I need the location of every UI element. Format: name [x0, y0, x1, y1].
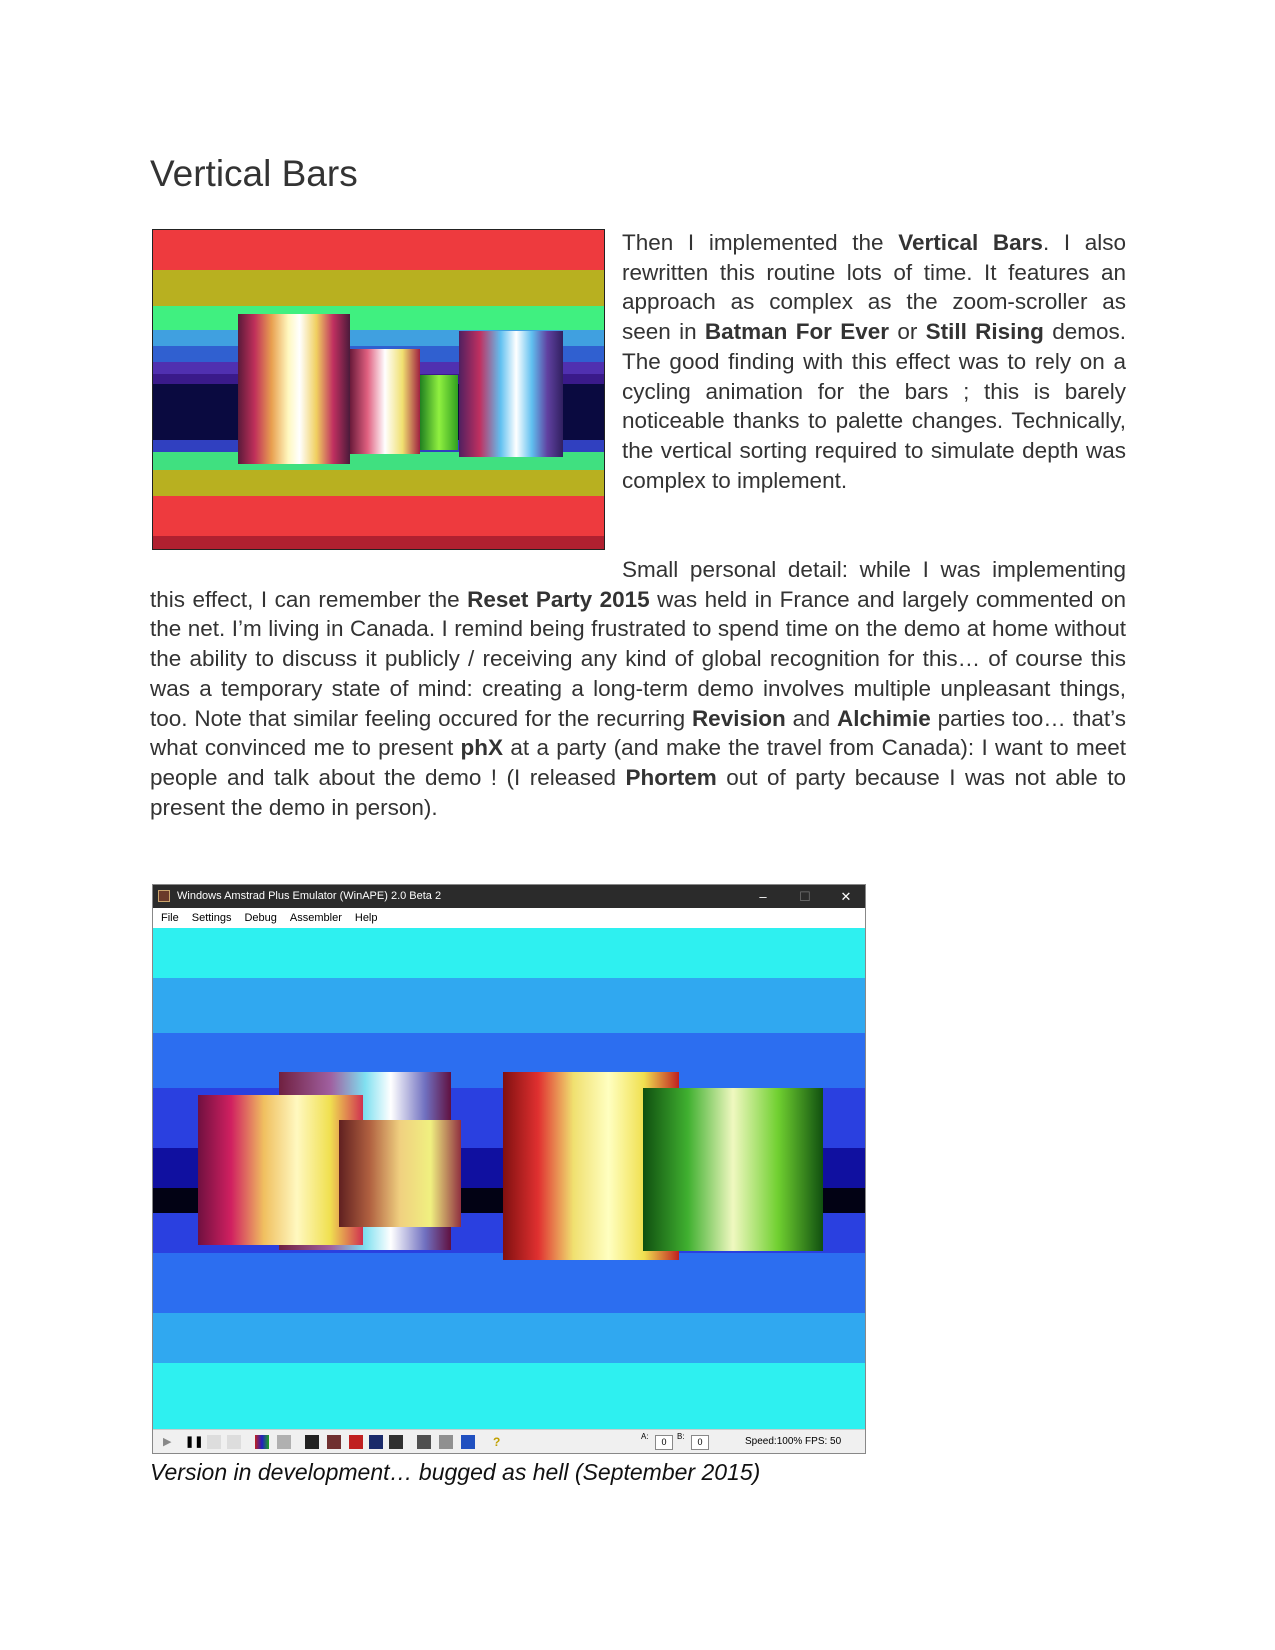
emulator-screenshot [152, 884, 866, 1454]
text-run: parties too… that’s what convinced me to present [150, 705, 1126, 761]
monitor-icon [461, 1435, 475, 1449]
tools-icon [417, 1435, 431, 1449]
text-run: and [785, 705, 837, 731]
window-title: Windows Amstrad Plus Emulator (WinAPE) 2.0 Beta 2 [177, 890, 442, 902]
text-run: . I also rewritten this routine lots of time. It features an approach as complex as the zoom-scroller as seen in [622, 230, 1126, 345]
snapshot-icon [349, 1435, 363, 1449]
emulator-toolbar [153, 1429, 865, 1454]
text-run: at a party (and make the travel from Canada): I want to meet people and talk about the demo ! (I released [150, 735, 1126, 790]
floppy-icon [305, 1435, 319, 1449]
drive-a-value: 0 [655, 1435, 673, 1450]
bold-alchimie: Alchimie [836, 705, 931, 731]
menu-settings: Settings [191, 912, 232, 924]
bold-phortem: Phortem [625, 764, 717, 790]
paragraph-vertical-bars [622, 228, 1126, 495]
step-icon [207, 1435, 221, 1449]
menu-file: File [161, 912, 179, 924]
text-run: Then I implemented the [622, 230, 899, 255]
drive-b-label: B: [677, 1432, 685, 1441]
text-run: out of party because I was not able to present the demo in person). [150, 764, 1126, 820]
emulator-titlebar [153, 885, 865, 908]
help-icon: ? [493, 1435, 501, 1449]
drive-b-value: 0 [691, 1435, 709, 1450]
pause-icon: ❚❚ [185, 1436, 204, 1448]
app-icon [158, 890, 170, 902]
menu-debug: Debug [244, 912, 277, 924]
step-over-icon [227, 1435, 241, 1449]
bold-vertical-bars: Vertical Bars [898, 230, 1043, 255]
play-icon: ▶ [163, 1436, 172, 1448]
text-run: or [889, 319, 926, 345]
paragraph-personal-detail [150, 555, 1126, 822]
text-run: Small personal detail: while I was implementing this effect, I can remember the [150, 557, 1126, 612]
tape-icon [277, 1435, 291, 1449]
figure-caption: Version in development… bugged as hell (September 2015) [150, 1459, 761, 1485]
disk-icon [389, 1435, 403, 1449]
books-icon [255, 1435, 269, 1449]
speed-fps-status: Speed:100% FPS: 50 [745, 1436, 842, 1447]
emulator-screen [153, 928, 865, 1429]
text-run: was held in France and largely commented on the net. I’m living in Canada. I remind being frustrated to spend time on the demo at home without the ability to discuss it publicly / receiving any kind of global recognition for this… of course this was a temporary state of mind: creating a long-term demo involves multiple unpleasant things, too. Note that similar feeling occured for the recurring [150, 586, 1126, 731]
menu-help: Help [354, 912, 378, 924]
cartridge-icon [327, 1435, 341, 1449]
bold-reset-party: Reset Party 2015 [467, 586, 650, 612]
bold-phx: phX [460, 735, 504, 761]
close-icon: ✕ [840, 889, 852, 904]
vertical-bars-screenshot [152, 229, 605, 550]
minimize-icon: – [759, 889, 767, 904]
emulator-menubar [153, 908, 865, 928]
menu-assembler: Assembler [289, 912, 342, 924]
drive-a-label: A: [641, 1432, 649, 1441]
save-icon [369, 1435, 383, 1449]
pointer-icon [439, 1435, 453, 1449]
bold-still-rising: Still Rising [925, 319, 1044, 345]
bold-batman-for-ever: Batman For Ever [704, 319, 890, 345]
bold-revision: Revision [691, 705, 786, 731]
maximize-icon: ☐ [799, 889, 811, 904]
section-heading: Vertical Bars [150, 153, 358, 194]
text-run: demos. The good finding with this effect was to rely on a cycling animation for the bars ; this is barely noticeable thanks to palette changes. Technically, the vertical sorting required to simulate depth was complex to implement. [622, 319, 1126, 493]
